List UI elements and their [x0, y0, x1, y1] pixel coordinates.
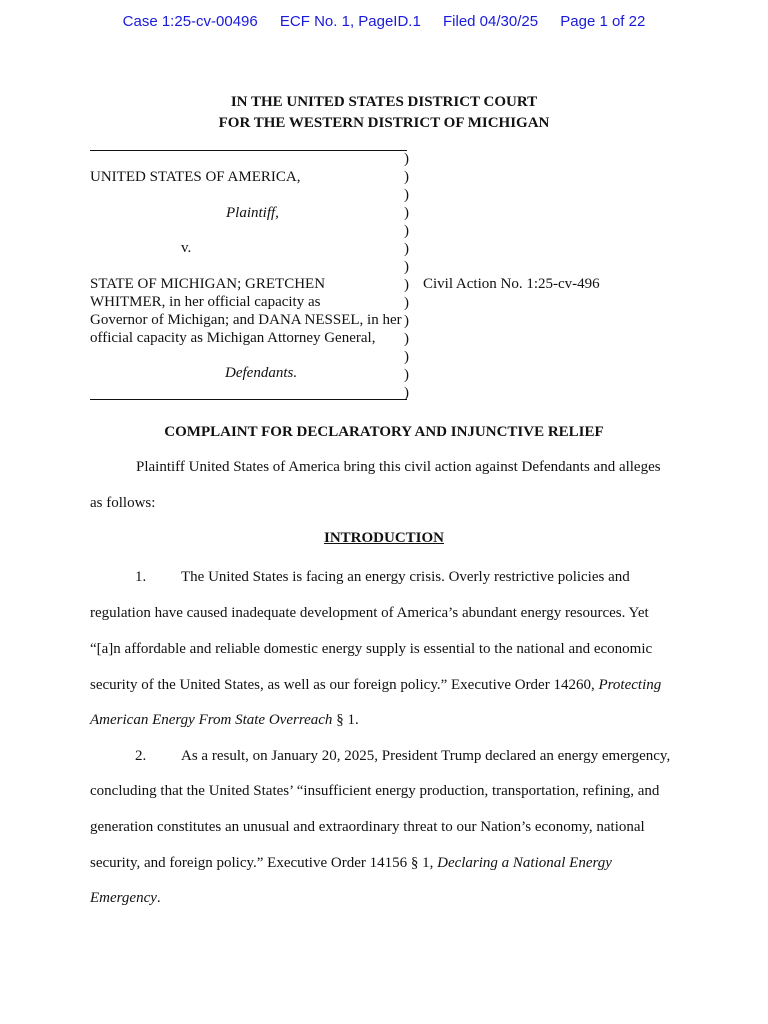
defendants-role: Defendants. — [225, 365, 298, 381]
introduction-heading: INTRODUCTION — [323, 530, 444, 546]
complaint-title: COMPLAINT FOR DECLARATORY AND INJUNCTIVE RELIEF — [164, 424, 604, 440]
caption-top-rule — [90, 150, 407, 151]
civil-action-number: Civil Action No. 1:25-cv-496 — [423, 276, 600, 292]
page-indicator: Page 1 of 22 — [560, 13, 646, 30]
para-1-line-3: “[a]n affordable and reliable domestic energy supply is essential to the national and economic — [90, 641, 653, 657]
paren: ) — [404, 349, 409, 365]
paren: ) — [404, 385, 409, 401]
paren: ) — [404, 259, 409, 275]
para-2-line-5: Emergency. — [90, 890, 161, 906]
para-2-line-3: generation constitutes an unusual and extraordinary threat to our Nation’s economy, national — [90, 819, 645, 835]
court-line-2: FOR THE WESTERN DISTRICT OF MICHIGAN — [218, 115, 550, 131]
caption-bottom-rule — [90, 399, 407, 400]
filed-date: Filed 04/30/25 — [443, 13, 539, 30]
plaintiff-name: UNITED STATES OF AMERICA, — [90, 169, 301, 185]
paren: ) — [404, 223, 409, 239]
para-2-line-4: security, and foreign policy.” Executive Order 14156 § 1, Declaring a National Energy — [90, 855, 612, 871]
para-2-line-2: concluding that the United States’ “insufficient energy production, transportation, refining, and — [90, 783, 660, 799]
paren: ) — [404, 205, 409, 221]
defendants-line-4: official capacity as Michigan Attorney General, — [90, 330, 376, 346]
paren: ) — [404, 151, 409, 167]
defendants-line-3: Governor of Michigan; and DANA NESSEL, in her — [90, 312, 402, 328]
intro-line-2: as follows: — [90, 495, 156, 511]
versus: v. — [181, 240, 192, 256]
ecf-header — [0, 13, 768, 30]
paren: ) — [404, 367, 409, 383]
intro-line-1: Plaintiff United States of America bring this civil action against Defendants and alleges — [136, 459, 661, 475]
paren: ) — [404, 241, 409, 257]
court-heading — [0, 92, 768, 134]
ecf-number: ECF No. 1, PageID.1 — [279, 13, 421, 30]
paren: ) — [404, 295, 409, 311]
plaintiff-role: Plaintiff, — [226, 205, 279, 221]
para-1-number: 1. — [135, 569, 147, 585]
para-1-line-1: The United States is facing an energy crisis. Overly restrictive policies and — [181, 569, 630, 585]
case-number: Case 1:25-cv-00496 — [122, 13, 258, 30]
para-1-line-2: regulation have caused inadequate development of America’s abundant energy resources. Yet — [90, 605, 649, 621]
defendants-line-1: STATE OF MICHIGAN; GRETCHEN — [90, 276, 326, 292]
paren: ) — [404, 331, 409, 347]
paren: ) — [404, 169, 409, 185]
court-line-1: IN THE UNITED STATES DISTRICT COURT — [230, 94, 538, 110]
paren: ) — [404, 313, 409, 329]
para-1-line-5: American Energy From State Overreach § 1. — [90, 712, 359, 728]
paren: ) — [404, 277, 409, 293]
paren: ) — [404, 187, 409, 203]
para-2-line-1: As a result, on January 20, 2025, President Trump declared an energy emergency, — [181, 748, 671, 764]
defendants-line-2: WHITMER, in her official capacity as — [90, 294, 321, 310]
para-2-number: 2. — [135, 748, 147, 764]
para-1-line-4: security of the United States, as well as our foreign policy.” Executive Order 14260, Protecting — [90, 677, 662, 693]
